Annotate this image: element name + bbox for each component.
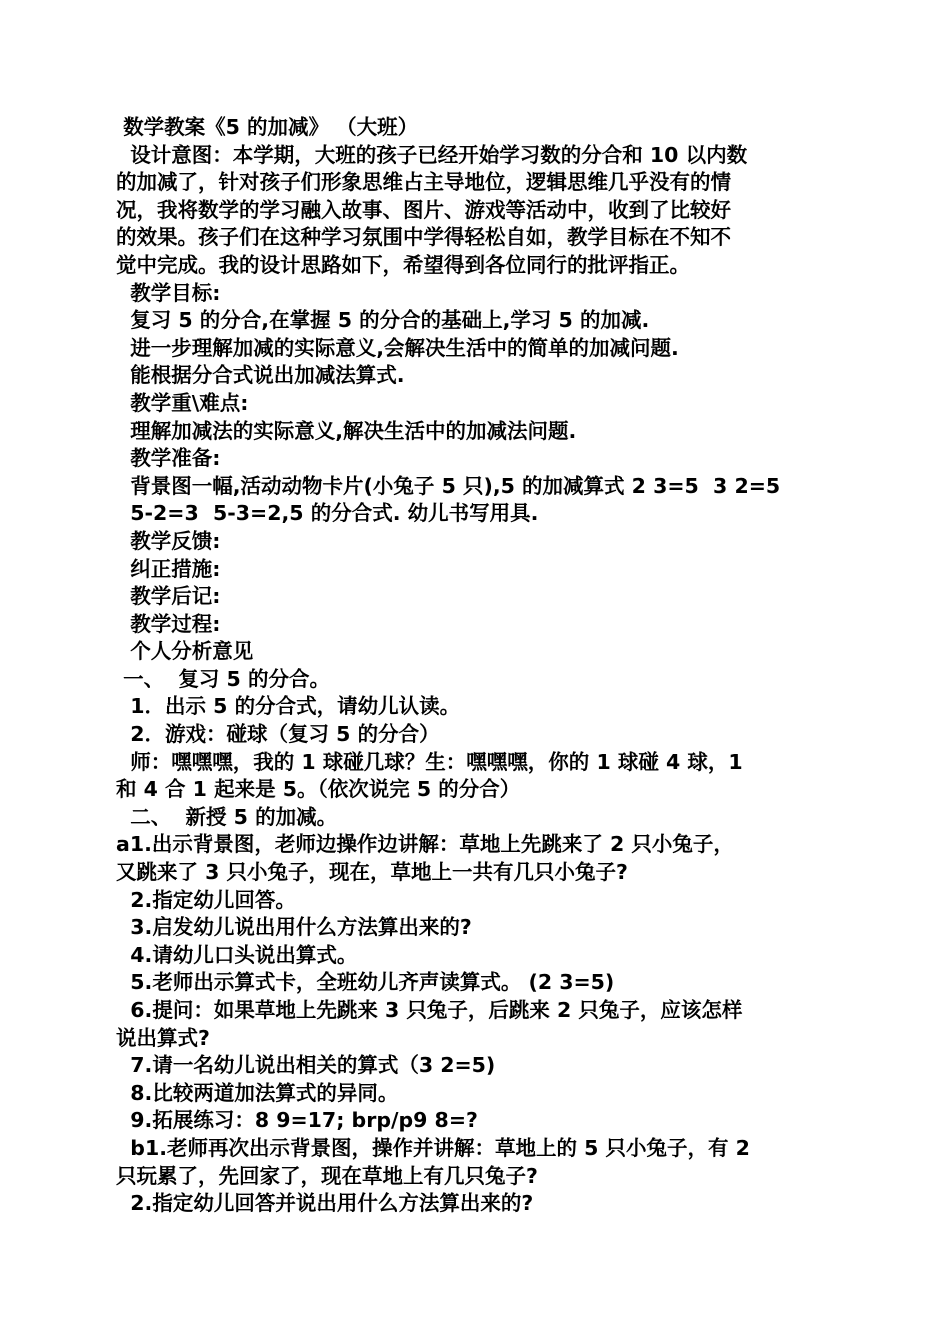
step-item: 和 4 合 1 起来是 5。（依次说完 5 的分合） bbox=[116, 777, 521, 802]
section-heading-preparation: 教学准备: bbox=[116, 446, 221, 471]
step-item: 4.请幼儿口头说出算式。 bbox=[116, 942, 358, 967]
step-item: 1．出示 5 的分合式，请幼儿认读。 bbox=[116, 694, 461, 719]
step-heading-new-lesson: 二、 新授 5 的加减。 bbox=[116, 804, 338, 829]
section-heading-goals: 教学目标: bbox=[116, 280, 221, 305]
step-item: 5.老师出示算式卡，全班幼儿齐声读算式。 (2 3=5) bbox=[116, 970, 615, 995]
design-intent-line: 觉中完成。我的设计思路如下，希望得到各位同行的批评指正。 bbox=[116, 252, 690, 277]
step-item: 6.提问：如果草地上先跳来 3 只兔子，后跳来 2 只兔子，应该怎样 bbox=[116, 998, 743, 1022]
design-intent-line: 的加减了，针对孩子们形象思维占主导地位，逻辑思维几乎没有的情 bbox=[116, 170, 731, 195]
step-item: 师：嘿嘿嘿，我的 1 球碰几球？生：嘿嘿嘿，你的 1 球碰 4 球，1 bbox=[116, 749, 743, 774]
step-item: 7.请一名幼儿说出相关的算式（3 2=5) bbox=[116, 1053, 496, 1078]
section-heading-analysis: 个人分析意见 bbox=[116, 639, 254, 664]
section-heading-key-points: 教学重\难点: bbox=[116, 390, 249, 415]
section-heading-process: 教学过程: bbox=[116, 611, 221, 636]
preparation-line: 5-2=3 5-3=2,5 的分合式. 幼儿书写用具. bbox=[116, 501, 539, 526]
document-page bbox=[116, 114, 846, 1218]
step-item: 8.比较两道加法算式的异同。 bbox=[116, 1080, 399, 1105]
step-item: 2.指定幼儿回答并说出用什么方法算出来的? bbox=[116, 1191, 534, 1216]
step-item: 2.指定幼儿回答。 bbox=[116, 887, 296, 912]
goal-item: 复习 5 的分合,在掌握 5 的分合的基础上,学习 5 的加减. bbox=[116, 308, 650, 333]
section-heading-feedback: 教学反馈: bbox=[116, 528, 221, 553]
step-item: 3.启发幼儿说出用什么方法算出来的? bbox=[116, 915, 472, 940]
step-item: 说出算式? bbox=[116, 1025, 210, 1050]
step-item: 9.拓展练习：8 9=17; brp/p9 8=? bbox=[116, 1108, 478, 1133]
design-intent-line: 设计意图：本学期，大班的孩子已经开始学习数的分合和 10 以内数 bbox=[116, 142, 748, 167]
section-heading-postscript: 教学后记: bbox=[116, 584, 221, 609]
step-item: 又跳来了 3 只小兔子，现在，草地上一共有几只小兔子? bbox=[116, 860, 628, 885]
section-heading-corrections: 纠正措施: bbox=[116, 556, 221, 581]
design-intent-line: 的效果。孩子们在这种学习氛围中学得轻松自如，教学目标在不知不 bbox=[116, 225, 731, 250]
preparation-line: 背景图一幅,活动动物卡片(小兔子 5 只),5 的加减算式 2 3=5 3 2=5 bbox=[116, 473, 781, 498]
goal-item: 能根据分合式说出加减法算式. bbox=[116, 363, 405, 388]
design-intent-line: 况，我将数学的学习融入故事、图片、游戏等活动中，收到了比较好 bbox=[116, 197, 731, 222]
step-item: a1.出示背景图，老师边操作边讲解：草地上先跳来了 2 只小兔子， bbox=[116, 832, 734, 857]
step-item: 只玩累了，先回家了，现在草地上有几只兔子? bbox=[116, 1163, 538, 1188]
step-item: b1.老师再次出示背景图，操作并讲解：草地上的 5 只小兔子，有 2 bbox=[116, 1135, 750, 1160]
goal-item: 进一步理解加减的实际意义,会解决生活中的简单的加减问题. bbox=[116, 335, 679, 360]
doc-title: 数学教案《5 的加减》 （大班） bbox=[116, 115, 419, 139]
step-heading-review: 一、 复习 5 的分合。 bbox=[116, 666, 330, 691]
step-item: 2．游戏：碰球（复习 5 的分合） bbox=[116, 722, 440, 747]
key-point-item: 理解加减法的实际意义,解决生活中的加减法问题. bbox=[116, 418, 577, 443]
